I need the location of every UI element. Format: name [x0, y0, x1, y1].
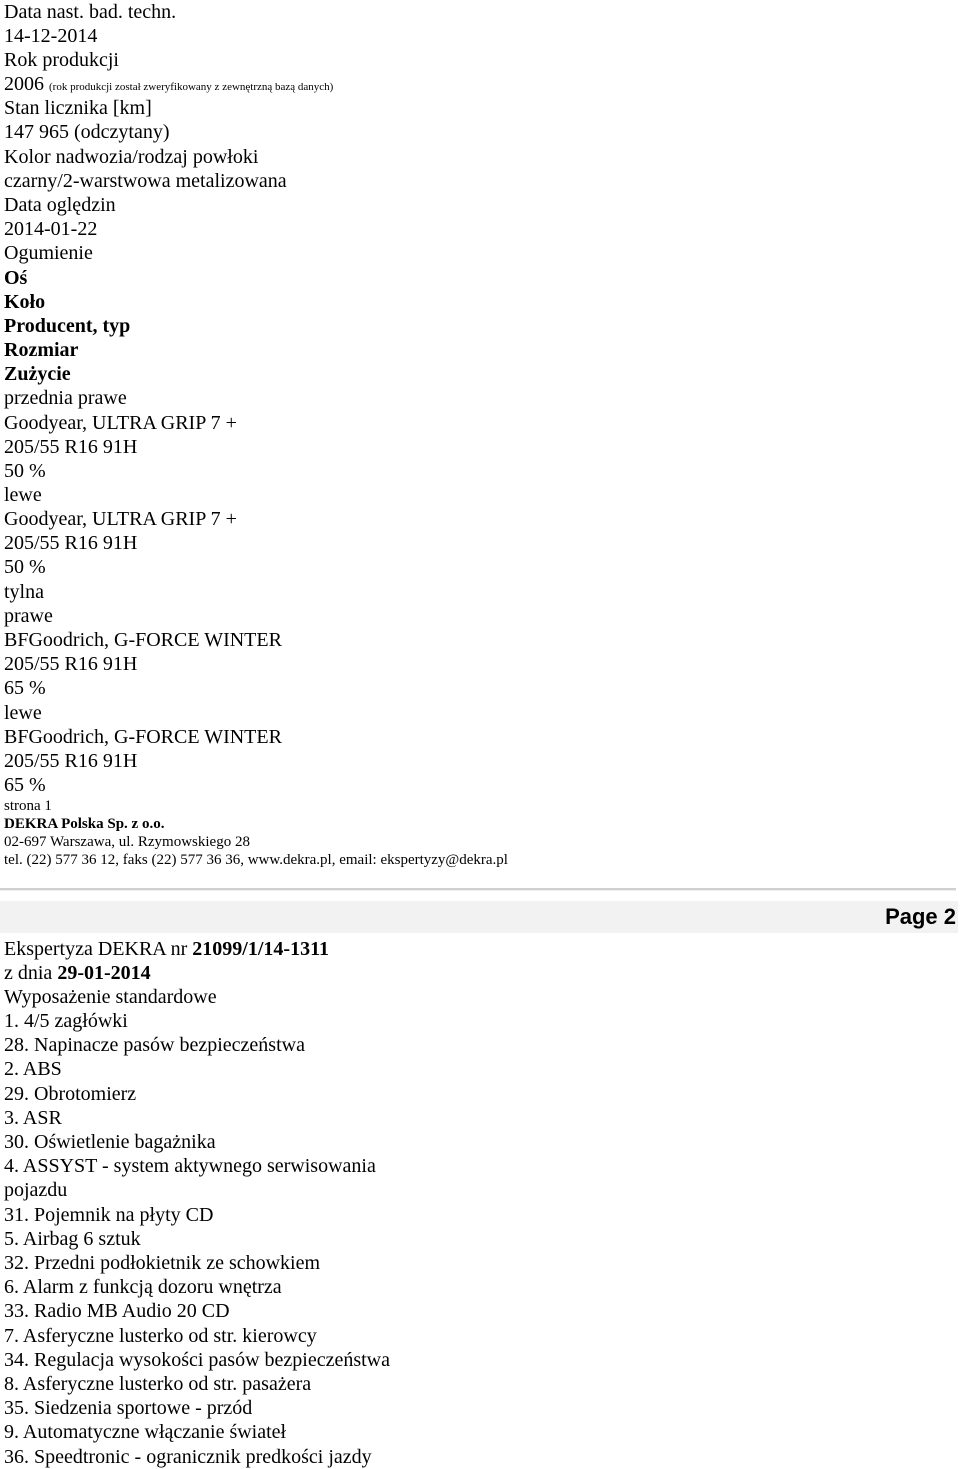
- page-header-bar: [0, 901, 958, 933]
- year-value: 2006: [4, 73, 44, 95]
- report-date-prefix: z dnia: [4, 962, 58, 984]
- rear-left-wheel: lewe: [4, 702, 42, 724]
- rear-right-wear: 65 %: [4, 677, 46, 699]
- front-right-size: 205/55 R16 91H: [4, 436, 138, 458]
- color-value: czarny/2-warstwowa metalizowana: [4, 170, 287, 192]
- equipment-item: 9. Automatyczne włączanie świateł: [4, 1421, 287, 1443]
- front-right-maker: Goodyear, ULTRA GRIP 7 +: [4, 412, 237, 434]
- report-prefix: Ekspertyza DEKRA nr: [4, 938, 193, 960]
- front-axle-row: [4, 386, 127, 410]
- equipment-item: 3. ASR: [4, 1107, 62, 1129]
- company-name: DEKRA Polska Sp. z o.o.: [4, 816, 165, 832]
- year-label: Rok produkcji: [4, 49, 119, 71]
- equipment-item: 28. Napinacze pasów bezpieczeństwa: [4, 1034, 305, 1056]
- equipment-item: 35. Siedzenia sportowe - przód: [4, 1397, 253, 1419]
- page-label: Page 2: [885, 904, 956, 929]
- report-title: [4, 937, 329, 961]
- company-contact: tel. (22) 577 36 12, faks (22) 577 36 36, www.dekra.pl, email: ekspertyzy@dekra.pl: [4, 852, 508, 868]
- company-address: 02-697 Warszawa, ul. Rzymowskiego 28: [4, 834, 250, 850]
- rear-left-wear: 65 %: [4, 774, 46, 796]
- equipment-item: 34. Regulacja wysokości pasów bezpieczeństwa: [4, 1349, 390, 1371]
- equipment-item: 8. Asferyczne lusterko od str. pasażera: [4, 1373, 312, 1395]
- rear-right-size: 205/55 R16 91H: [4, 653, 138, 675]
- equipment-item: pojazdu: [4, 1179, 68, 1201]
- front-left-wear: 50 %: [4, 556, 46, 578]
- tire-header-size: Rozmiar: [4, 339, 79, 361]
- equipment-item: 2. ABS: [4, 1058, 62, 1080]
- viewing-date-value: 2014-01-22: [4, 218, 98, 240]
- front-axle-label: przednia: [4, 387, 73, 409]
- tires-label: Ogumienie: [4, 242, 93, 264]
- tire-header-maker: Producent, typ: [4, 315, 131, 337]
- front-left-maker: Goodyear, ULTRA GRIP 7 +: [4, 508, 237, 530]
- front-right-wheel: prawe: [77, 387, 127, 409]
- page-divider: [0, 888, 956, 891]
- tire-header-wear: Zużycie: [4, 363, 71, 385]
- odometer-value: 147 965 (odczytany): [4, 121, 170, 143]
- rear-left-size: 205/55 R16 91H: [4, 750, 138, 772]
- front-left-size: 205/55 R16 91H: [4, 532, 138, 554]
- tire-header-axle: Oś: [4, 267, 28, 289]
- tire-header-wheel: Koło: [4, 291, 46, 313]
- year-note: (rok produkcji został zweryfikowany z zewnętrzną bazą danych): [49, 81, 334, 93]
- inspection-date-value: 14-12-2014: [4, 25, 98, 47]
- rear-axle-label: tylna: [4, 581, 44, 603]
- equipment-item: 5. Airbag 6 sztuk: [4, 1228, 141, 1250]
- report-date: 29-01-2014: [57, 962, 151, 984]
- equipment-item: 7. Asferyczne lusterko od str. kierowcy: [4, 1325, 317, 1347]
- color-label: Kolor nadwozia/rodzaj powłoki: [4, 146, 259, 168]
- equipment-item: 4. ASSYST - system aktywnego serwisowania: [4, 1155, 376, 1177]
- equipment-item: 1. 4/5 zagłówki: [4, 1010, 128, 1032]
- page-number: strona 1: [4, 798, 52, 814]
- report-date-row: [4, 961, 151, 985]
- rear-right-wheel: prawe: [4, 605, 53, 627]
- year-row: [4, 72, 333, 96]
- front-right-wear: 50 %: [4, 460, 46, 482]
- equipment-title: Wyposażenie standardowe: [4, 986, 217, 1008]
- viewing-date-label: Data oględzin: [4, 194, 116, 216]
- front-left-wheel: lewe: [4, 484, 42, 506]
- report-number: 21099/1/14-1311: [192, 938, 329, 960]
- rear-right-maker: BFGoodrich, G-FORCE WINTER: [4, 629, 282, 651]
- equipment-item: 31. Pojemnik na płyty CD: [4, 1204, 214, 1226]
- equipment-item: 30. Oświetlenie bagażnika: [4, 1131, 216, 1153]
- equipment-item: 32. Przedni podłokietnik ze schowkiem: [4, 1252, 321, 1274]
- equipment-item: 36. Speedtronic - ogranicznik predkości jazdy: [4, 1446, 372, 1468]
- equipment-item: 6. Alarm z funkcją dozoru wnętrza: [4, 1276, 282, 1298]
- rear-left-maker: BFGoodrich, G-FORCE WINTER: [4, 726, 282, 748]
- equipment-item: 29. Obrotomierz: [4, 1083, 137, 1105]
- odometer-label: Stan licznika [km]: [4, 97, 152, 119]
- equipment-item: 33. Radio MB Audio 20 CD: [4, 1300, 230, 1322]
- inspection-date-label: Data nast. bad. techn.: [4, 1, 177, 23]
